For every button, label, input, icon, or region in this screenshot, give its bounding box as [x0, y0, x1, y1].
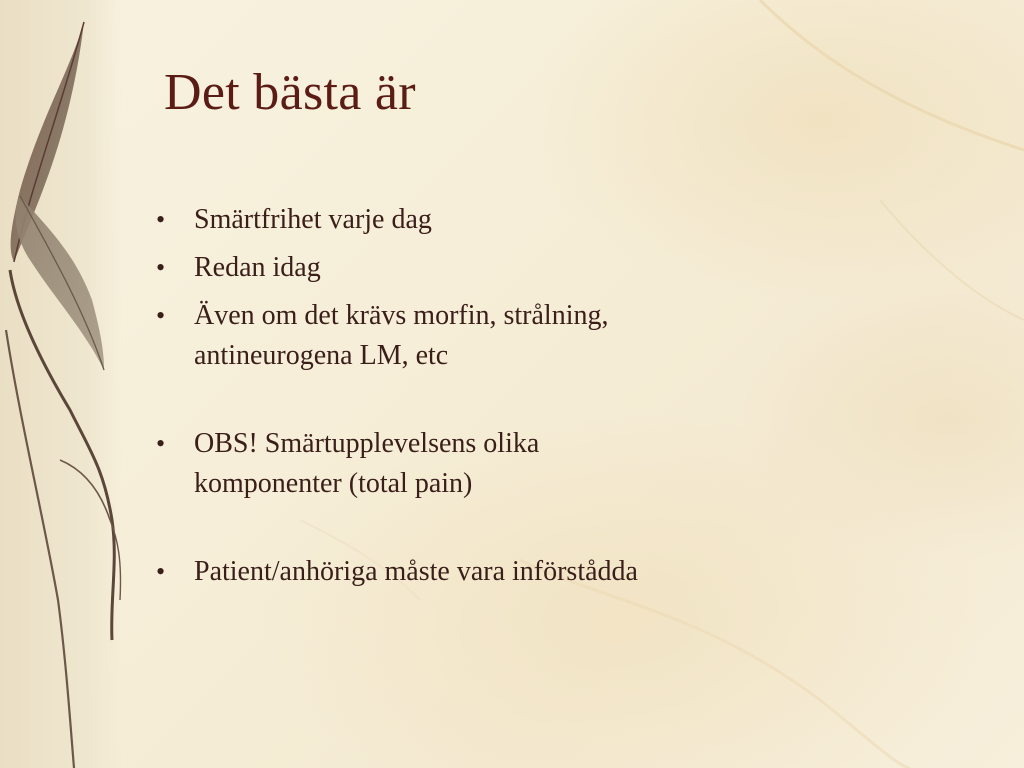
bullet-text: Även om det krävs morfin, strålning, antineurogena LM, etc — [194, 300, 609, 371]
bullet-list — [156, 200, 976, 592]
list-item — [156, 296, 664, 376]
slide-title: Det bästa är — [164, 64, 416, 121]
leaf-branch-icon — [0, 0, 130, 768]
bullet-text: Redan idag — [194, 252, 321, 283]
list-item — [156, 248, 976, 288]
list-item — [156, 552, 664, 592]
bullet-icon: • — [156, 301, 166, 330]
list-item — [156, 200, 976, 240]
bullet-icon: • — [156, 429, 166, 458]
list-item — [156, 424, 664, 504]
bullet-icon: • — [156, 205, 166, 234]
bullet-text: OBS! Smärtupplevelsens olika komponenter (total pain) — [194, 428, 540, 499]
bullet-icon: • — [156, 253, 166, 282]
bullet-text: Patient/anhöriga måste vara införstådda — [194, 556, 638, 587]
bullet-icon: • — [156, 557, 166, 586]
bullet-text: Smärtfrihet varje dag — [194, 204, 432, 235]
